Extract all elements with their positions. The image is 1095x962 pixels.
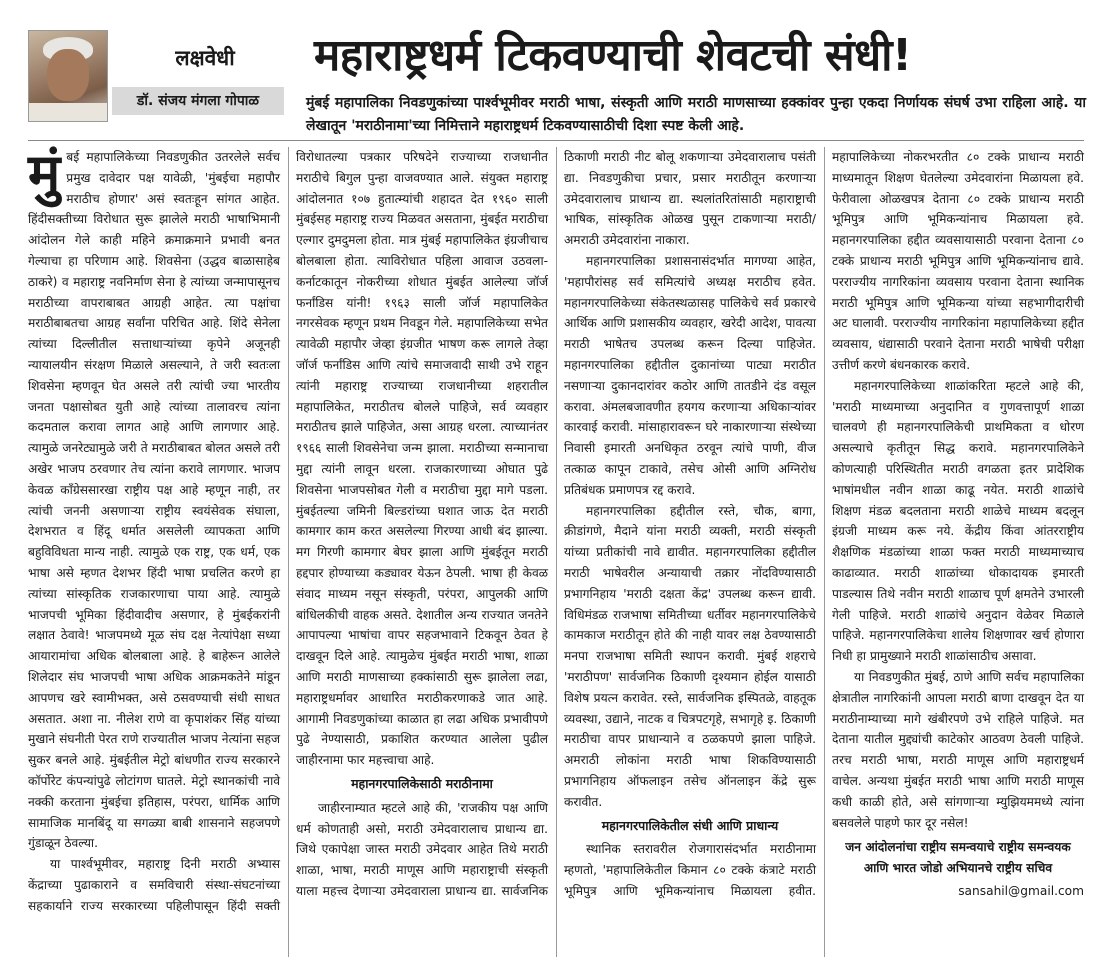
paragraph: या पार्श्वभूमीवर, महाराष्ट्र दिनी मराठी अभ्यास केंद्राच्या पुढाकाराने व समविचारी संस्था-संघटनांच्या सहकार्याने राज्य सरकारच्या पहिलीपासून हिंदी सक्ती विरोधातल्या पत्रकार परिषदेने राज्याच्या राजधानीत मराठीचे बिगुल पुन्हा वाजवण्यात आले. संयुक्त महाराष्ट्र आंदोलनात १०७ हुतात्म्यांची शहादत देत १९६० साली मुंबईसह महाराष्ट्र राज्य मिळवत असताना, मुंबईत मराठीचा एल्गार दुमदुमला होता. मात्र मुंबई महापालिकेत इंग्रजीचाच बोलबाला होता. त्याविरोधात पहिला आवाज उठवला- कर्नाटकातून नोकरीच्या शोधात मुंबईत आलेल्या जॉर्ज फर्नांडिस यांनी! १९६३ साली जॉर्ज महापालिकेत नगरसेवक म्हणून प्रथम निवडून गेले. महापालिकेच्या सभेत त्यावेळी महापौर जेव्हा इंग्रजीत भाषण करू लागले तेव्हा जॉर्ज फर्नांडिस आणि त्यांचे समाजवादी साथी उभे राहून त्यांनी महाराष्ट्र राज्याच्या राजधानीच्या शहरातील महापालिकेत, मराठीतच बोलले पाहिजे, सर्व व्यवहार मराठीतच झाले पाहिजेत, असा आग्रह धरला. त्याच्यानंतर १९६६ साली शिवसेनेचा जन्म झाला. मराठीच्या सन्मानाचा मुद्दा त्यांनी लावून धरला. राजकारणाच्या ओघात पुढे शिवसेना भाजपसोबत गेली व मराठीचा मुद्दा मागे पडला. मुंबईतल्या जमिनी बिल्डरांच्या घशात जाऊ देत मराठी कामगार काम करत असलेल्या गिरण्या आधी बंद झाल्या. मग गिरणी कामगार बेघर झाला आणि मुंबईतून मराठी हद्दपार होण्याच्या कड्यावर येऊन ठेपली. भाषा ही केवळ संवाद माध्यम नसून संस्कृती, परंपरा, आपुलकी आणि बांधिलकीची वाहक असते. देशातील अन्य राज्यात जनतेने आपापल्या भाषांचा वापर सहजभावाने टिकवून ठेवत हे दाखवून दिले आहे. त्यामुळेच मुंबईत मराठी भाषा, शाळा आणि मराठी माणसाच्या हक्कांसाठी सुरू झालेला लढा, महाराष्ट्रधर्मावर आधारित मराठीकरणाकडे जात आहे. आगामी निवडणुकांच्या काळात हा लढा अधिक प्रभावीपणे पुढे नेण्यासाठी, प्रकाशित करण्यात आलेला पुढील जाहीरनामा फार महत्त्वाचा आहे. (28, 150, 548, 913)
paragraph: स्थानिक स्तरावरील रोजगारासंदर्भात मराठीनामा म्हणतो, 'महापालिकेतील किमान ८० टक्के कंत्राटे मराठी भूमिपुत्र आणि भूमिकन्यांनाच मिळायला हवीत. महापालिकेच्या नोकरभरतीत ८० टक्के प्राधान्य मराठी माध्यमातून शिक्षण घेतलेल्या उमेदवारांना मिळायला हवे. फेरीवाला ओळखपत्र देताना ८० टक्के प्राधान्य मराठी भूमिपुत्र आणि भूमिकन्यांनाच मिळायला हवे. महानगरपालिका हद्दीत व्यवसायासाठी परवाना देताना ८० टक्के प्राधान्य मराठी भूमिपुत्र आणि भूमिकन्यांनाच द्यावे. परराज्यीय नागरिकांना व्यवसाय परवाना देताना स्थानिक मराठी भूमिपुत्र आणि भूमिकन्या यांच्या सहभागीदारीची अट घालावी. परराज्यीय नागरिकांना महापालिकेच्या हद्दीत व्यवसाय, धंद्यासाठी परवाने देताना मराठी भाषेची परीक्षा उत्तीर्ण करणे बंधनकारक करावे. (564, 150, 1084, 898)
author-byline: डॉ. संजय मंगला गोपाळ (136, 93, 260, 109)
paragraph: जाहीरनाम्यात म्हटले आहे की, 'राजकीय पक्ष आणि धर्म कोणताही असो, मराठी उमेदवारालाच प्राधान्य द्या. जिथे एकापेक्षा जास्त मराठी उमेदवार आहेत तिथे मराठी शाळा, भाषा, मराठी माणूस आणि महाराष्ट्राची संस्कृती याला महत्त्व देणाऱ्या उमेदवाराला प्राधान्य द्या. सार्वजनिक ठिकाणी मराठी नीट बोलू शकणाऱ्या उमेदवारालाच पसंती द्या. निवडणुकीचा प्रचार, प्रसार मराठीतून करणाऱ्या उमेदवारालाच प्राधान्य द्या. स्थलांतरितांसाठी महाराष्ट्राची भाषिक, सांस्कृतिक ओळख पुसून टाकणाऱ्या मराठी/अमराठी उमेदवारांना नाकारा. (296, 150, 816, 898)
photo-face (47, 49, 89, 101)
photo-shirt (29, 103, 107, 122)
headline: महाराष्ट्रधर्म टिकवण्याची शेवटची संधी! (314, 30, 912, 81)
author-designation: जन आंदोलनांचा राष्ट्रीय समन्वयाचे राष्ट्रीय समन्वयक आणि भारत जोडो अभियानचे राष्ट्रीय सचिव (845, 840, 1071, 876)
author-email: sansahil@gmail.com (958, 883, 1084, 898)
article-body (28, 142, 1084, 957)
author-photo (28, 30, 108, 122)
paragraph: या निवडणुकीत मुंबई, ठाणे आणि सर्वच महापालिका क्षेत्रातील नागरिकांनी आपला मराठी बाणा दाखवून देत या मराठीनाम्याच्या मागे खंबीरपणे उभे राहिले पाहिजे. मत देताना यातील मुद्द्यांची काटेकोर आठवण ठेवली पाहिजे. तरच मराठी भाषा, मराठी माणूस आणि महाराष्ट्रधर्म वाचेल. अन्यथा मुंबईत मराठी भाषा आणि मराठी माणूस कधी काळी होते, असे सांगणाऱ्या म्युझियममध्ये त्यांना बसवलेले पाहणे फार दूर नसेल! (832, 669, 1084, 830)
paragraph: महानगरपालिका प्रशासनासंदर्भात मागण्या आहेत, 'महापौरांसह सर्व समित्यांचे अध्यक्ष मराठीच हवेत. महानगरपालिकेच्या संकेतस्थळासह पालिकेचे सर्व प्रकारचे आर्थिक आणि प्रशासकीय व्यवहार, खरेदी आदेश, पावत्या मराठी भाषेतच उपलब्ध करून दिल्या पाहिजेत. महानगरपालिका हद्दीतील दुकानांच्या पाट्या मराठीत नसणाऱ्या दुकानदारांवर कठोर आणि तातडीने दंड वसूल करावा. अंमलबजावणीत हयगय करणाऱ्या अधिकाऱ्यांवर कारवाई करावी. मांसाहारावरून घरे नाकारणाऱ्या संस्थेच्या निवासी इमारती अनधिकृत ठरवून त्यांचे पाणी, वीज तत्काळ कापून टाकावे, तसेच ओसी आणि अग्निरोध प्रतिबंधक प्रमाणपत्र रद्द करावे. (564, 253, 816, 497)
paragraph (28, 142, 280, 854)
header-rule (28, 140, 1084, 141)
subheading: महानगरपालिकेसाठी मराठीनामा (351, 775, 493, 791)
paragraph: महानगरपालिकेच्या शाळांकरिता म्हटले आहे की, 'मराठी माध्यमाच्या अनुदानित व गुणवत्तापूर्ण शाळा चालवणे ही महानगरपालिकेची प्राथमिकता व धोरण असल्याचे कृतीतून सिद्ध करावे. महानगरपालिकेने कोणत्याही परिस्थितीत मराठी वगळता इतर प्रादेशिक भाषांमधील नवीन शाळा काढू नयेत. मराठी शाळांचे शिक्षण मंडळ बदलताना मराठी शाळेचे माध्यम बदलून इंग्रजी माध्यम करू नये. केंद्रीय किंवा आंतरराष्ट्रीय शैक्षणिक मंडळांच्या शाळा फक्त मराठी माध्यमाच्याच काढाव्यात. मराठी शाळांच्या धोकादायक इमारती पाडल्यास तिथे नवीन मराठी शाळाच पूर्ण क्षमतेने उभारली गेली पाहिजे. मराठी शाळांचे अनुदान वेळेवर मिळाले पाहिजे. महानगरपालिकेचा शालेय शिक्षणावर खर्च होणारा निधी हा प्रामुख्याने मराठी शाळांसाठीच असावा. (832, 378, 1084, 664)
deck: मुंबई महापालिका निवडणुकांच्या पार्श्वभूमीवर मराठी भाषा, संस्कृती आणि मराठी माणसाच्या हक्कांवर पुन्हा एकदा निर्णायक संघर्ष उभा राहिला आहे. या लेखातून 'मराठीनामा'च्या निमित्ताने महाराष्ट्रधर्म टिकवण्यासाठीची दिशा स्पष्ट केली आहे. (306, 95, 1086, 134)
column-name: लक्षवेधी (175, 46, 235, 70)
paragraph: महानगरपालिका हद्दीतील रस्ते, चौक, बागा, क्रीडांगणे, मैदाने यांना मराठी व्यक्ती, मराठी संस्कृती यांच्या प्रतीकांची नावे द्यावीत. महानगरपालिका हद्दीतील मराठी भाषेवरील अन्यायाची तक्रार नोंदविण्यासाठी प्रभागनिहाय 'मराठी दक्षता केंद्र' उपलब्ध करून द्यावी. विधिमंडळ राजभाषा समितीच्या धर्तीवर महानगरपालिकेचे कामकाज मराठीतून होते की नाही यावर लक्ष ठेवण्यासाठी मनपा राजभाषा समिती स्थापन करावी. मुंबई शहराचे 'मराठीपण' सार्वजनिक ठिकाणी दृश्यमान होईल यासाठी विशेष प्रयत्न करावेत. रस्ते, सार्वजनिक इस्पितळे, वाहतूक व्यवस्था, उद्याने, नाटक व चित्रपटगृहे, सभागृहे इ. ठिकाणी मराठीचा वापर प्राधान्याने व ठळकपणे झाला पाहिजे. अमराठी लोकांना मराठी भाषा शिकविण्यासाठी प्रभागनिहाय ऑफलाइन तसेच ऑनलाइन केंद्रे सुरू करावीत. (564, 503, 816, 809)
dropcap: मुं (28, 142, 61, 205)
subheading: महानगरपालिकेतील संधी आणि प्राधान्य (601, 817, 779, 833)
paragraph-text: बई महापालिकेच्या निवडणुकीत उतरलेले सर्वच प्रमुख दावेदार पक्ष यावेळी, 'मुंबईचा महापौर मराठीच होणार' असं स्वतःहून सांगत आहेत. हिंदीसक्तीच्या विरोधात सुरू झालेले मराठी भाषाभिमानी आंदोलन गेले काही महिने क्रमाक्रमाने प्रभावी बनत गेल्याचा हा परिणाम आहे. शिवसेना (उद्धव बाळासाहेब ठाकरे) व महाराष्ट्र नवनिर्माण सेना हे त्यांच्या जन्मापासूनच मराठीच्या वापराबाबत आग्रही आहेत. त्या पक्षांचा मराठीबाबतचा आग्रह सर्वांना परिचित आहे. शिंदे सेनेला त्यांच्या दिल्लीतील सत्ताधाऱ्यांच्या कृपेने अजूनही न्यायालयीन संरक्षण मिळाले असल्याने, ते जरी स्वतःला शिवसेना म्हणवून घेत असले तरी त्यांची ज्या भारतीय जनता पक्षासोबत युती आहे त्यांच्या तालावरच त्यांना कदमताल करावा लागत आहे आणि लागणार आहे. त्यामुळे जनरेट्यामुळे जरी ते मराठीबाबत बोलत असले तरी अखेर भाजप ठरवणार तेच त्यांना करावे लागणार. भाजप केवळ काँग्रेससारखा राष्ट्रीय पक्ष आहे म्हणून नाही, तर त्यांची जननी असणाऱ्या राष्ट्रीय स्वयंसेवक संघाला, देशभरात व हिंदू धर्मात असलेली व्यापकता आणि बहुविविधता मान्य नाही. त्यामुळे एक राष्ट्र, एक धर्म, एक भाषा असे म्हणत देशभर हिंदी भाषा प्रचलित करणे हा त्यांच्या सांस्कृतिक राजकारणाचा पाया आहे. त्यामुळे भाजपची भूमिका हिंदीवादीच असणार, हे मुंबईकरांनी लक्षात ठेवावे! भाजपमध्ये मूळ संघ दक्ष नेत्यांपेक्षा सध्या आयारामांचा अधिक बोलबाला आहे. हे बाहेरून आलेले शिलेदार संघ भाजपची भाषा अधिक आक्रमकतेने मांडून आपणच खरे स्वामीभक्त, असे ठसवण्याची संधी साधत असतात. अशा ना. नीलेश राणे वा कृपाशंकर सिंह यांच्या मुखाने संघनीती पेरत राणे राज्यातील भाजप नेत्यांना सहज सुकर बनले आहे. मुंबईतील मेट्रो बांधणीत राज्य सरकारने कॉर्पोरेट कंपन्यांपुढे लोटांगण घातले. मेट्रो स्थानकांची नावे नक्की करताना मुंबईचा इतिहास, परंपरा, धार्मिक आणि सामाजिक मानबिंदू या सगळ्या बाबी शासनाने सहजपणे गुंडाळून ठेवल्या. (28, 150, 280, 851)
